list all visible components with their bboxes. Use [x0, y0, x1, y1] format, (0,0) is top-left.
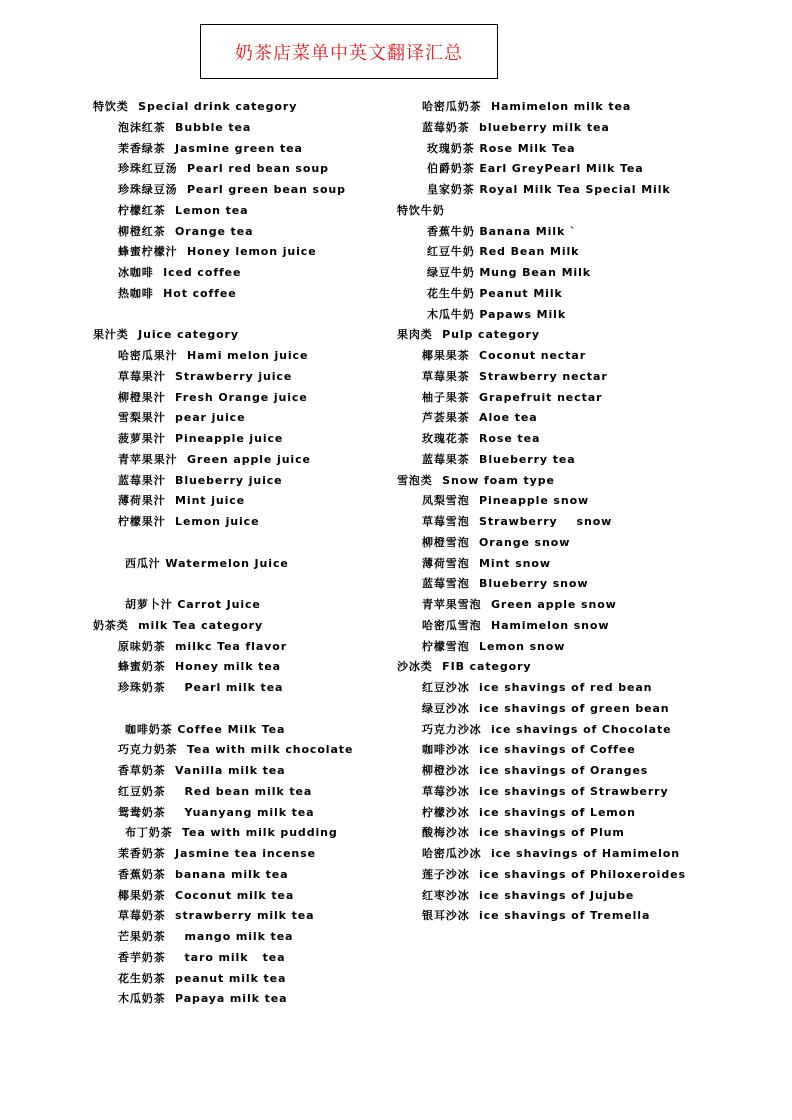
menu-item: 柳橙沙冰 ice shavings of Oranges	[422, 764, 649, 777]
menu-item: 柠檬沙冰 ice shavings of Lemon	[422, 805, 636, 819]
menu-item: 草莓果汁 Strawberry juice	[118, 369, 293, 383]
menu-item: 珍珠奶茶 Pearl milk tea	[118, 681, 284, 694]
menu-item: 木瓜奶茶 Papaya milk tea	[118, 992, 288, 1006]
menu-item: 柠檬红茶 Lemon tea	[118, 203, 249, 217]
menu-item: 胡萝卜汁 Carrot Juice	[125, 598, 261, 611]
menu-item: 青苹果雪泡 Green apple snow	[422, 598, 617, 611]
menu-item: 热咖啡 Hot coffee	[118, 286, 237, 300]
menu-item: 哈密瓜沙冰 ice shavings of Hamimelon	[422, 847, 680, 860]
menu-item: 布丁奶茶 Tea with milk pudding	[125, 826, 338, 840]
menu-item: 花生牛奶 Peanut Milk	[427, 286, 563, 300]
blank-line	[93, 305, 353, 326]
blank-line	[93, 699, 353, 720]
menu-item: 哈密瓜果汁 Hami melon juice	[118, 349, 309, 362]
menu-item: 茉香奶茶 Jasmine tea incense	[118, 847, 316, 860]
menu-item: 红枣沙冰 ice shavings of Jujube	[422, 888, 635, 902]
menu-item: 柳橙雪泡 Orange snow	[422, 535, 571, 549]
menu-item: 柠檬雪泡 Lemon snow	[422, 639, 566, 653]
menu-item: 椰果果茶 Coconut nectar	[422, 349, 587, 362]
menu-item: 草莓雪泡 Strawberry snow	[422, 515, 613, 528]
menu-item: 芒果奶茶 mango milk tea	[118, 930, 294, 943]
menu-item: 哈密瓜雪泡 Hamimelon snow	[422, 618, 610, 632]
blank-line	[93, 533, 353, 554]
menu-item: 柳橙红茶 Orange tea	[118, 224, 254, 238]
blank-line	[93, 574, 353, 595]
menu-item: 红豆沙冰 ice shavings of red bean	[422, 681, 653, 694]
menu-item: 珍珠绿豆汤 Pearl green bean soup	[118, 183, 346, 196]
category-heading: 沙冰类 FIB category	[397, 660, 532, 674]
category-heading: 特饮牛奶	[397, 203, 445, 217]
menu-item: 酸梅沙冰 ice shavings of Plum	[422, 826, 625, 840]
menu-item: 草莓果茶 Strawberry nectar	[422, 369, 608, 383]
menu-item: 薄荷果汁 Mint juice	[118, 494, 246, 508]
menu-item: 雪梨果汁 pear juice	[118, 411, 246, 425]
menu-item: 皇家奶茶 Royal Milk Tea Special Milk	[427, 183, 671, 196]
menu-item: 木瓜牛奶 Papaws Milk	[427, 307, 567, 321]
category-heading: 奶茶类 milk Tea category	[93, 618, 264, 632]
menu-item: 蜂蜜柠檬汁 Honey lemon juice	[118, 245, 317, 259]
menu-item: 柚子果茶 Grapefruit nectar	[422, 390, 603, 404]
menu-item: 哈密瓜奶茶 Hamimelon milk tea	[422, 100, 632, 113]
menu-item: 西瓜汁 Watermelon Juice	[125, 556, 289, 570]
menu-item: 香蕉牛奶 Banana Milk `	[427, 224, 577, 238]
menu-item: 巧克力沙冰 ice shavings of Chocolate	[422, 722, 672, 736]
menu-item: 香芋奶茶 taro milk tea	[118, 950, 286, 964]
menu-item: 绿豆沙冰 ice shavings of green bean	[422, 701, 670, 715]
menu-item: 玫瑰花茶 Rose tea	[422, 432, 541, 445]
category-heading: 果肉类 Pulp category	[397, 328, 540, 342]
menu-item: 红豆牛奶 Red Bean Milk	[427, 245, 580, 259]
menu-item: 蓝莓果汁 Blueberry juice	[118, 473, 283, 487]
menu-item: 巧克力奶茶 Tea with milk chocolate	[118, 743, 354, 757]
menu-item: 花生奶茶 peanut milk tea	[118, 971, 287, 985]
menu-item: 冰咖啡 Iced coffee	[118, 266, 242, 279]
menu-item: 香蕉奶茶 banana milk tea	[118, 867, 289, 881]
menu-item: 玫瑰奶茶 Rose Milk Tea	[427, 141, 576, 155]
document-title: 奶茶店菜单中英文翻译汇总	[235, 42, 463, 64]
menu-item: 银耳沙冰 ice shavings of Tremella	[422, 909, 651, 923]
menu-item: 香草奶茶 Vanilla milk tea	[118, 764, 286, 777]
menu-item: 鸳鸯奶茶 Yuanyang milk tea	[118, 805, 315, 819]
menu-item: 茉香绿茶 Jasmine green tea	[118, 141, 303, 155]
menu-item: 凤梨雪泡 Pineapple snow	[422, 494, 590, 508]
menu-item: 草莓沙冰 ice shavings of Strawberry	[422, 784, 669, 798]
menu-item: 蜂蜜奶茶 Honey milk tea	[118, 660, 282, 674]
title-box	[200, 24, 498, 79]
left-menu-column	[93, 97, 353, 1010]
menu-item: 蓝莓果茶 Blueberry tea	[422, 452, 576, 466]
menu-item: 蓝莓雪泡 Blueberry snow	[422, 577, 589, 591]
menu-item: 柳橙果汁 Fresh Orange juice	[118, 390, 308, 404]
menu-item: 咖啡沙冰 ice shavings of Coffee	[422, 743, 636, 757]
menu-item: 芦荟果茶 Aloe tea	[422, 411, 538, 425]
menu-item: 原味奶茶 milkc Tea flavor	[118, 639, 288, 653]
menu-item: 咖啡奶茶 Coffee Milk Tea	[125, 722, 286, 736]
right-menu-column	[397, 97, 686, 927]
menu-item: 红豆奶茶 Red bean milk tea	[118, 784, 313, 798]
menu-item: 珍珠红豆汤 Pearl red bean soup	[118, 162, 329, 176]
menu-item: 莲子沙冰 ice shavings of Philoxeroides	[422, 867, 686, 881]
menu-item: 椰果奶茶 Coconut milk tea	[118, 888, 295, 902]
menu-item: 泡沫红茶 Bubble tea	[118, 120, 252, 134]
menu-item: 柠檬果汁 Lemon juice	[118, 515, 260, 528]
menu-item: 薄荷雪泡 Mint snow	[422, 556, 551, 570]
menu-item: 伯爵奶茶 Earl GreyPearl Milk Tea	[427, 162, 644, 176]
category-heading: 果汁类 Juice category	[93, 328, 239, 342]
menu-item: 蓝莓奶茶 blueberry milk tea	[422, 120, 610, 134]
menu-item: 青苹果果汁 Green apple juice	[118, 452, 311, 466]
category-heading: 雪泡类 Snow foam type	[397, 473, 555, 487]
menu-item: 草莓奶茶 strawberry milk tea	[118, 909, 315, 923]
category-heading: 特饮类 Special drink category	[93, 100, 298, 113]
menu-item: 绿豆牛奶 Mung Bean Milk	[427, 266, 591, 279]
menu-item: 菠萝果汁 Pineapple juice	[118, 432, 284, 445]
